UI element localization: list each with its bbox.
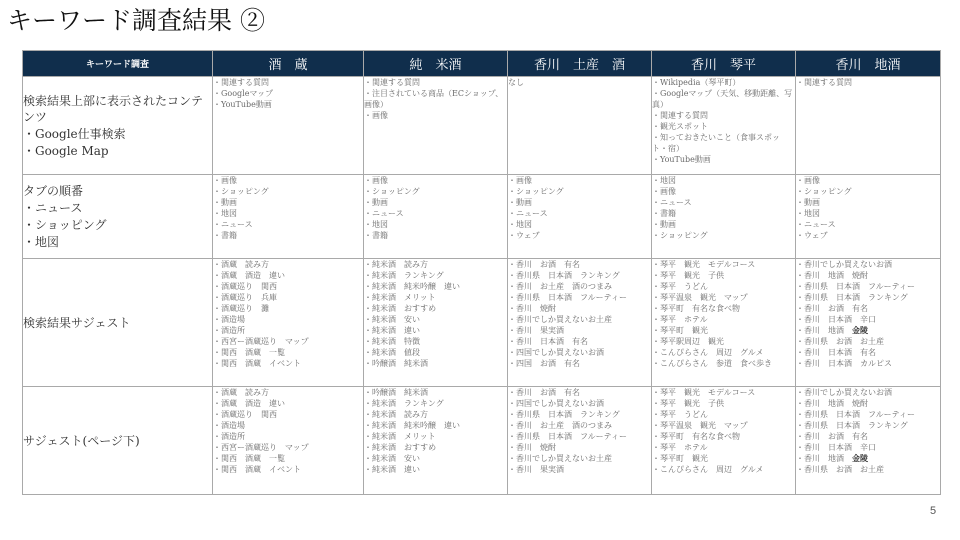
list-item: ・香川県 日本酒 ランキング [508, 410, 620, 419]
list-item: ・香川 お土産 酒のつまみ [508, 421, 612, 430]
page-title: キーワード調査結果 ② [7, 6, 265, 35]
list-item: ・YouTube動画 [213, 100, 272, 109]
list-item: ・酒造所 [213, 432, 245, 441]
list-item: ・酒造場 [213, 421, 245, 430]
content-cell [213, 259, 364, 387]
list-item: ・こんぴらさん 周辺 グルメ [652, 465, 764, 474]
list-item: ・香川 果実酒 [508, 326, 564, 335]
list-item: ・酒蔵巡り 関西 [213, 282, 277, 291]
list-item: ・香川県 日本酒 フルーティー [508, 432, 628, 441]
list-item: ・純米酒 読み方 [364, 410, 428, 419]
list-item: ・純米酒 純米吟醸 違い [364, 421, 460, 430]
list-item: ・香川県 お酒 お土産 [796, 465, 884, 474]
list-item: ・香川 日本酒 有名 [796, 348, 876, 357]
header-row [23, 51, 941, 77]
list-item: ・琴平町 観光 [652, 454, 708, 463]
table-row [23, 259, 941, 387]
list-item: ・観光スポット [652, 122, 708, 131]
list-item: ・関連する質問 [213, 78, 269, 87]
list-item: ・純米酒 安い [364, 454, 420, 463]
corner-header: キーワード調査 [23, 51, 213, 77]
list-item: ・香川県 日本酒 フルーティー [508, 293, 628, 302]
page-number: 5 [930, 505, 937, 517]
row-label-line: ・Google仕事検索 [23, 126, 126, 141]
list-item: ・香川 お酒 有名 [796, 304, 868, 313]
table-row [23, 77, 941, 175]
list-item: ・関連する質問 [796, 78, 852, 87]
table-row [23, 387, 941, 495]
content-cell [652, 77, 796, 175]
list-item: ・関西 酒蔵 一覧 [213, 454, 285, 463]
list-item-bold: 金陵 [852, 325, 868, 335]
content-cell [796, 387, 941, 495]
content-cell [364, 77, 508, 175]
list-item: ・香川 日本酒 辛口 [796, 443, 876, 452]
list-item: ・Googleマップ（天気、移動距離、写真） [652, 89, 793, 109]
list-item: ・動画 [652, 220, 676, 229]
list-item: ・純米酒 おすすめ [364, 304, 437, 313]
row-label-line: 検索結果サジェスト [23, 315, 131, 330]
list-item: ・地図 [364, 220, 388, 229]
list-item: ・画像 [508, 176, 532, 185]
list-item: ・香川でしか買えないお酒 [796, 260, 892, 269]
list-item: ・地図 [796, 209, 820, 218]
list-item: ・琴平温泉 観光 マップ [652, 421, 748, 430]
list-item: ・琴平 観光 子供 [652, 399, 724, 408]
column-header: 香川 土産 酒 [508, 51, 652, 77]
row-label-line: サジェスト(ページ下) [23, 433, 140, 448]
list-item: ・画像 [364, 111, 388, 120]
list-item: ・動画 [364, 198, 388, 207]
list-item: ・純米酒 特徴 [364, 337, 420, 346]
list-item: ・香川県 日本酒 ランキング [796, 293, 908, 302]
list-item: ・画像 [796, 176, 820, 185]
content-cell [652, 387, 796, 495]
table-row [23, 175, 941, 259]
list-item: ・琴平町 観光 [652, 326, 708, 335]
list-item: ・琴平 うどん [652, 282, 708, 291]
list-item: ・注目されている商品（ECショップ、画像） [364, 89, 504, 109]
list-item: ・Googleマップ [213, 89, 274, 98]
list-item: ・ショッピング [796, 187, 852, 196]
list-item: ・純米酒 おすすめ [364, 443, 437, 452]
list-item: ・純米酒 メリット [364, 293, 436, 302]
list-item: ・酒蔵 読み方 [213, 388, 269, 397]
list-item: ・香川 焼酎 [508, 304, 556, 313]
content-cell [364, 387, 508, 495]
keyword-research-table [22, 50, 941, 495]
row-label-cell [23, 387, 213, 495]
list-item: ・酒蔵 酒造 違い [213, 271, 285, 280]
list-item: ・香川 焼酎 [508, 443, 556, 452]
list-item: ・香川 日本酒 辛口 [796, 315, 876, 324]
content-cell [364, 175, 508, 259]
list-item: ・四国でしか買えないお酒 [508, 348, 604, 357]
list-item: ・酒造所 [213, 326, 245, 335]
list-item: ・香川 日本酒 有名 [508, 337, 588, 346]
list-item: ・書籍 [364, 231, 388, 240]
list-item: ・純米酒 メリット [364, 432, 436, 441]
list-item: ・こんぴらさん 周辺 グルメ [652, 348, 764, 357]
list-item: ・ショッピング [508, 187, 564, 196]
list-item: ・純米酒 ランキング [364, 399, 444, 408]
list-item: ・琴平 ホテル [652, 315, 708, 324]
list-item: ・酒蔵巡り 兵庫 [213, 293, 277, 302]
list-item: ・琴平温泉 観光 マップ [652, 293, 748, 302]
list-item: ・ニュース [796, 220, 836, 229]
list-item: ・ニュース [213, 220, 253, 229]
row-label-cell [23, 259, 213, 387]
list-item: ・地図 [508, 220, 532, 229]
list-item: なし [508, 78, 524, 87]
content-cell [508, 387, 652, 495]
list-item: ・香川でしか買えないお酒 [796, 388, 892, 397]
content-cell [364, 259, 508, 387]
list-item: ・琴平 ホテル [652, 443, 708, 452]
list-item: ・関西 酒蔵 イベント [213, 465, 301, 474]
list-item: ・吟醸酒 純米酒 [364, 359, 428, 368]
list-item: ・ショッピング [213, 187, 269, 196]
list-item: ・関連する質問 [364, 78, 420, 87]
content-cell [508, 77, 652, 175]
content-cell [213, 77, 364, 175]
list-item: ・香川 お酒 有名 [508, 388, 580, 397]
row-label-line: タブの順番 [23, 184, 84, 198]
list-item [796, 325, 940, 336]
list-item: ・動画 [796, 198, 820, 207]
list-item [796, 453, 940, 464]
list-item: ・吟醸酒 純米酒 [364, 388, 428, 397]
list-item: ・知っておきたいこと（食事スポット・宿） [652, 133, 780, 153]
list-item: ・香川県 日本酒 フルーティー [796, 410, 916, 419]
column-header: 酒 蔵 [213, 51, 364, 77]
list-item: ・ニュース [364, 209, 404, 218]
list-item: ・四国 お酒 有名 [508, 359, 580, 368]
list-item: ・画像 [213, 176, 237, 185]
content-cell [796, 77, 941, 175]
list-item: ・動画 [508, 198, 532, 207]
list-item: ・純米酒 安い [364, 315, 420, 324]
column-header: 純 米酒 [364, 51, 508, 77]
list-item: ・琴平町 有名な食べ物 [652, 432, 740, 441]
column-header: 香川 琴平 [652, 51, 796, 77]
list-item: ・書籍 [213, 231, 237, 240]
list-item: ・琴平町 有名な食べ物 [652, 304, 740, 313]
list-item: ・動画 [213, 198, 237, 207]
list-item: ・香川 お酒 有名 [796, 432, 868, 441]
list-item-bold: 金陵 [852, 453, 868, 463]
list-item: ・ニュース [652, 198, 692, 207]
list-item: ・純米酒 値段 [364, 348, 420, 357]
list-item: ・琴平駅周辺 観光 [652, 337, 724, 346]
content-cell [652, 175, 796, 259]
list-item: ・地図 [213, 209, 237, 218]
list-item: ・画像 [652, 187, 676, 196]
list-item: ・琴平 うどん [652, 410, 708, 419]
list-item: ・こんぴらさん 参道 食べ歩き [652, 359, 772, 368]
row-label-line: ・Google Map [23, 143, 109, 158]
list-item: ・西宮ー酒蔵巡り マップ [213, 443, 309, 452]
list-item: ・酒蔵 読み方 [213, 260, 269, 269]
row-label-line: ・地図 [23, 235, 60, 249]
list-item: ・Wikipedia（琴平町） [652, 78, 741, 87]
list-item: ・香川 お土産 酒のつまみ [508, 282, 612, 291]
list-item: ・書籍 [652, 209, 676, 218]
list-item: ・画像 [364, 176, 388, 185]
list-item: ・香川 地酒 焼酎 [796, 399, 868, 408]
row-label-cell [23, 77, 213, 175]
list-item: ・地図 [652, 176, 676, 185]
content-cell [796, 259, 941, 387]
list-item: ・酒造場 [213, 315, 245, 324]
list-item: ・関連する質問 [652, 111, 708, 120]
list-item: ・純米酒 純米吟醸 違い [364, 282, 460, 291]
list-item-text: ・香川 地酒 [796, 326, 852, 335]
row-label-cell [23, 175, 213, 259]
list-item: ・純米酒 違い [364, 465, 420, 474]
content-cell [213, 175, 364, 259]
table-header [23, 51, 941, 77]
list-item: ・四国でしか買えないお酒 [508, 399, 604, 408]
list-item: ・純米酒 違い [364, 326, 420, 335]
list-item: ・ウェブ [796, 231, 828, 240]
list-item: ・酒蔵巡り 灘 [213, 304, 269, 313]
list-item: ・関西 酒蔵 イベント [213, 359, 301, 368]
row-label-line: ・ショッピング [23, 218, 107, 232]
list-item: ・ニュース [508, 209, 548, 218]
content-cell [213, 387, 364, 495]
row-label-line: 検索結果上部に表示されたコンテンツ [23, 93, 204, 124]
content-cell [508, 175, 652, 259]
list-item: ・西宮ー酒蔵巡り マップ [213, 337, 309, 346]
list-item: ・純米酒 ランキング [364, 271, 444, 280]
list-item: ・香川でしか買えないお土産 [508, 315, 612, 324]
list-item: ・琴平 観光 モデルコース [652, 388, 756, 397]
list-item-text: ・香川 地酒 [796, 454, 852, 463]
list-item: ・ショッピング [364, 187, 420, 196]
list-item: ・酒蔵巡り 関西 [213, 410, 277, 419]
list-item: ・香川県 お酒 お土産 [796, 337, 884, 346]
list-item: ・YouTube動画 [652, 155, 711, 164]
list-item: ・ウェブ [508, 231, 540, 240]
table-body [23, 77, 941, 495]
list-item: ・酒蔵 酒造 違い [213, 399, 285, 408]
list-item: ・香川県 日本酒 ランキング [796, 421, 908, 430]
list-item: ・香川 果実酒 [508, 465, 564, 474]
content-cell [508, 259, 652, 387]
list-item: ・香川でしか買えないお土産 [508, 454, 612, 463]
list-item: ・純米酒 読み方 [364, 260, 428, 269]
list-item: ・香川 日本酒 カルピス [796, 359, 892, 368]
list-item: ・琴平 観光 モデルコース [652, 260, 756, 269]
content-cell [796, 175, 941, 259]
column-header: 香川 地酒 [796, 51, 941, 77]
list-item: ・ショッピング [652, 231, 708, 240]
list-item: ・香川県 日本酒 フルーティー [796, 282, 916, 291]
list-item: ・香川 お酒 有名 [508, 260, 580, 269]
content-cell [652, 259, 796, 387]
list-item: ・香川 地酒 焼酎 [796, 271, 868, 280]
list-item: ・関西 酒蔵 一覧 [213, 348, 285, 357]
list-item: ・琴平 観光 子供 [652, 271, 724, 280]
row-label-line: ・ニュース [23, 201, 83, 215]
list-item: ・香川県 日本酒 ランキング [508, 271, 620, 280]
